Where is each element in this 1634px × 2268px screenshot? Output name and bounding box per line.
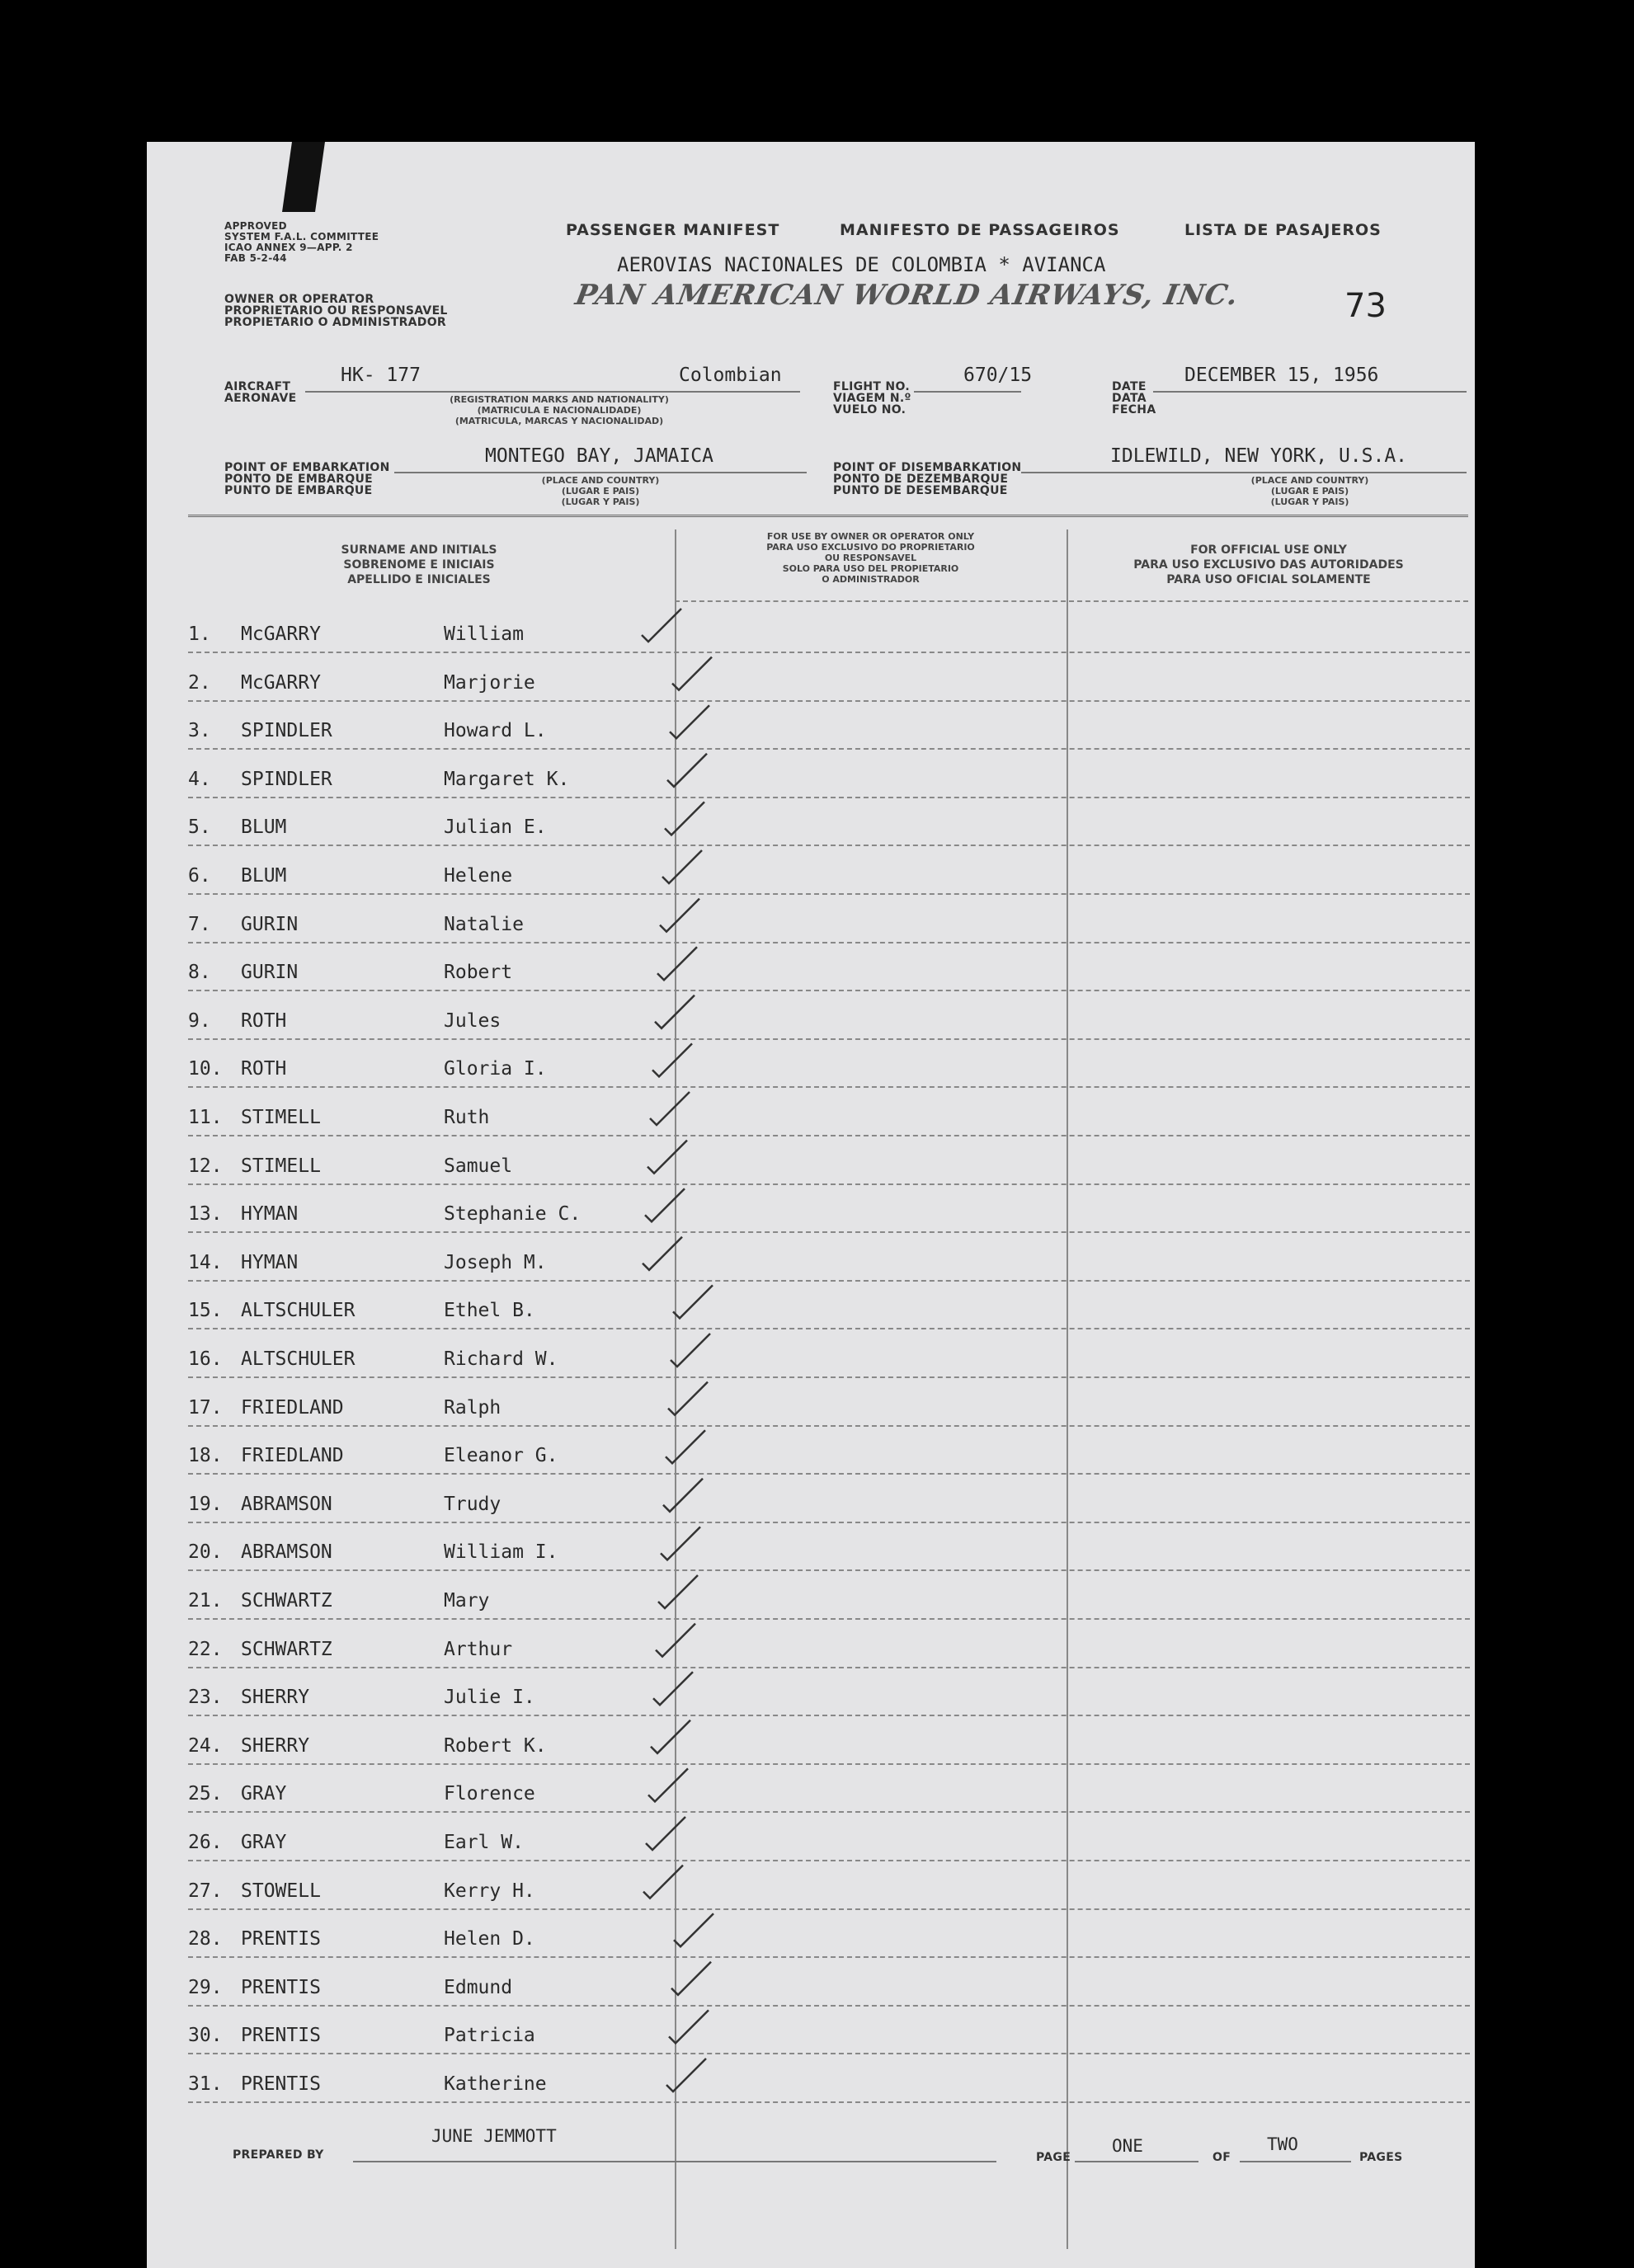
passenger-given-name: Patricia <box>444 2025 535 2047</box>
row-number: 26. <box>188 1832 223 1853</box>
passenger-given-name: Ruth <box>444 1107 490 1128</box>
row-number: 5. <box>188 816 211 839</box>
page-label: PAGE <box>1036 2151 1071 2164</box>
checkmark-icon <box>648 1768 688 1801</box>
passenger-given-name: Edmund <box>444 1976 513 1998</box>
passenger-given-name: Stephanie C. <box>444 1203 582 1226</box>
row-number: 24. <box>188 1734 223 1757</box>
checkmark-icon <box>671 1962 711 1995</box>
checkmark-icon <box>672 657 712 690</box>
row-number: 21. <box>188 1590 223 1612</box>
page-number: 73 <box>1344 287 1387 325</box>
row-number: 31. <box>188 2073 223 2095</box>
passenger-surname: FRIEDLAND <box>241 1396 344 1419</box>
prepared-by-label: PREPARED BY <box>233 2148 324 2162</box>
row-number: 20. <box>188 1541 223 1564</box>
manifest-page <box>147 142 1475 2268</box>
row-number: 13. <box>188 1203 223 1226</box>
checkmark-icon <box>643 1237 682 1270</box>
row-number: 28. <box>188 1928 223 1950</box>
flight-date: DECEMBER 15, 1956 <box>1184 365 1379 386</box>
embark-place-subtitle: (PLACE AND COUNTRY) (LUGAR E PAIS) (LUGAR Y PAIS) <box>541 475 660 507</box>
passenger-given-name: Marjorie <box>444 671 535 694</box>
row-number: 19. <box>188 1493 223 1515</box>
passenger-surname: GURIN <box>241 913 299 935</box>
passenger-given-name: Ethel B. <box>444 1300 535 1322</box>
row-number: 1. <box>188 623 211 645</box>
title-en: PASSENGER MANIFEST <box>566 221 780 239</box>
passenger-surname: HYMAN <box>241 1251 299 1273</box>
date-labels: DATE DATA FECHA <box>1112 380 1156 416</box>
row-number: 22. <box>188 1638 223 1660</box>
checkmark-icon <box>655 995 695 1028</box>
passenger-given-name: Kerry H. <box>444 1880 535 1902</box>
row-number: 7. <box>188 913 211 935</box>
row-number: 10. <box>188 1058 223 1080</box>
passenger-surname: ALTSCHULER <box>241 1300 356 1322</box>
passenger-given-name: Natalie <box>444 913 524 935</box>
row-number: 14. <box>188 1251 223 1273</box>
passenger-given-name: Katherine <box>444 2073 547 2095</box>
passenger-surname: ALTSCHULER <box>241 1348 356 1370</box>
passenger-surname: PRENTIS <box>241 1928 321 1950</box>
passenger-surname: HYMAN <box>241 1203 299 1226</box>
passenger-given-name: Arthur <box>444 1638 513 1660</box>
checkmark-icon <box>671 1334 710 1367</box>
row-number: 8. <box>188 962 211 984</box>
checkmark-icon <box>652 1043 692 1076</box>
checkmark-icon <box>673 1285 713 1318</box>
aircraft-registration: HK- 177 <box>341 365 421 386</box>
checkmark-icon <box>650 1092 690 1125</box>
row-number: 15. <box>188 1300 223 1322</box>
passenger-surname: PRENTIS <box>241 2073 321 2095</box>
row-number: 9. <box>188 1009 211 1032</box>
passenger-surname: McGARRY <box>241 623 321 645</box>
passenger-surname: SHERRY <box>241 1687 310 1709</box>
checkmark-icon <box>670 705 709 738</box>
passenger-surname: McGARRY <box>241 671 321 694</box>
disembark-labels: POINT OF DISEMBARKATION PONTO DE DEZEMBARQUE PUNTO DE DESEMBARQUE <box>833 461 1022 497</box>
row-number: 25. <box>188 1783 223 1805</box>
passenger-surname: GURIN <box>241 962 299 984</box>
total-pages: TWO <box>1267 2134 1298 2154</box>
checkmark-icon <box>647 1141 687 1174</box>
checkmark-icon <box>667 754 707 787</box>
passenger-surname: BLUM <box>241 816 287 839</box>
passenger-given-name: Eleanor G. <box>444 1445 558 1467</box>
title-es: LISTA DE PASAJEROS <box>1184 221 1382 239</box>
row-number: 23. <box>188 1687 223 1709</box>
row-number: 3. <box>188 720 211 742</box>
checkmark-icon <box>646 1817 685 1850</box>
row-number: 6. <box>188 865 211 887</box>
flight-number: 670/15 <box>963 365 1033 386</box>
passenger-given-name: Howard L. <box>444 720 547 742</box>
row-number: 4. <box>188 768 211 790</box>
row-number: 27. <box>188 1880 223 1902</box>
passenger-surname: PRENTIS <box>241 2025 321 2047</box>
owner-label-block: OWNER OR OPERATOR PROPRIETARIO OU RESPONSAVEL PROPIETARIO O ADMINISTRADOR <box>224 293 448 329</box>
page-value: ONE <box>1112 2136 1143 2156</box>
passenger-given-name: Ralph <box>444 1396 502 1419</box>
passenger-given-name: Gloria I. <box>444 1058 547 1080</box>
row-number: 17. <box>188 1396 223 1419</box>
checkmarks <box>147 142 1475 2268</box>
disembark-place: IDLEWILD, NEW YORK, U.S.A. <box>1110 445 1408 467</box>
passenger-given-name: William I. <box>444 1541 558 1564</box>
passenger-given-name: Samuel <box>444 1155 513 1177</box>
passenger-given-name: Earl W. <box>444 1832 524 1853</box>
row-number: 29. <box>188 1976 223 1998</box>
aircraft-labels: AIRCRAFT AERONAVE <box>224 380 297 405</box>
col-header-names: SURNAME AND INITIALS SOBRENOME E INICIAIS APELLIDO E INICIALES <box>341 543 497 586</box>
checkmark-icon <box>660 899 699 932</box>
checkmark-icon <box>656 1624 695 1657</box>
passenger-surname: SCHWARTZ <box>241 1638 332 1660</box>
embark-place: MONTEGO BAY, JAMAICA <box>485 445 713 467</box>
passenger-surname: BLUM <box>241 865 287 887</box>
checkmark-icon <box>666 1430 705 1463</box>
passenger-given-name: Jules <box>444 1009 502 1032</box>
row-number: 30. <box>188 2025 223 2047</box>
registration-subtitle: (REGISTRATION MARKS AND NATIONALITY) (MATRICULA E NACIONALIDADE) (MATRICULA, MARCAS Y NACIONALIDAD) <box>450 394 669 426</box>
checkmark-icon <box>668 1382 708 1415</box>
checkmark-icon <box>663 1479 703 1512</box>
operator-typed: AEROVIAS NACIONALES DE COLOMBIA * AVIANCA <box>617 253 1106 276</box>
operator-stamp: PAN AMERICAN WORLD AIRWAYS, INC. <box>572 279 1241 312</box>
passenger-surname: ROTH <box>241 1058 287 1080</box>
passenger-given-name: Joseph M. <box>444 1251 547 1273</box>
passenger-surname: STIMELL <box>241 1155 321 1177</box>
passenger-surname: STIMELL <box>241 1107 321 1128</box>
row-number: 16. <box>188 1348 223 1370</box>
checkmark-icon <box>662 850 702 883</box>
passenger-given-name: Robert <box>444 962 513 984</box>
col-header-owner: FOR USE BY OWNER OR OPERATOR ONLY PARA USO EXCLUSIVO DO PROPRIETARIO OU RESPONSAVEL SOLO PARA USO DEL PROPIETARIO O ADMINISTRADOR <box>766 531 975 585</box>
passenger-surname: GRAY <box>241 1832 287 1853</box>
checkmark-icon <box>645 1188 685 1221</box>
col-header-official: FOR OFFICIAL USE ONLY PARA USO EXCLUSIVO DAS AUTORIDADES PARA USO OFICIAL SOLAMENTE <box>1133 543 1404 586</box>
passenger-given-name: Helen D. <box>444 1928 535 1950</box>
checkmark-icon <box>661 1527 700 1560</box>
title-pt: MANIFESTO DE PASSAGEIROS <box>840 221 1120 239</box>
passenger-surname: STOWELL <box>241 1880 321 1902</box>
passenger-surname: PRENTIS <box>241 1976 321 1998</box>
checkmark-icon <box>665 802 704 835</box>
passenger-given-name: Mary <box>444 1590 490 1612</box>
passenger-surname: GRAY <box>241 1783 287 1805</box>
disembark-place-subtitle: (PLACE AND COUNTRY) (LUGAR E PAIS) (LUGAR Y PAIS) <box>1250 475 1369 507</box>
passenger-given-name: Helene <box>444 865 513 887</box>
checkmark-icon <box>658 1575 698 1608</box>
passenger-given-name: Julie I. <box>444 1687 535 1709</box>
passenger-given-name: Trudy <box>444 1493 502 1515</box>
of-label: OF <box>1213 2151 1231 2164</box>
passenger-surname: SHERRY <box>241 1734 310 1757</box>
passenger-surname: SCHWARTZ <box>241 1590 332 1612</box>
pages-label: PAGES <box>1359 2151 1403 2164</box>
passenger-given-name: Margaret K. <box>444 768 570 790</box>
checkmark-icon <box>642 609 681 642</box>
passenger-surname: SPINDLER <box>241 720 332 742</box>
passenger-surname: FRIEDLAND <box>241 1445 344 1467</box>
passenger-given-name: Julian E. <box>444 816 547 839</box>
passenger-surname: ABRAMSON <box>241 1541 332 1564</box>
row-number: 11. <box>188 1107 223 1128</box>
checkmark-icon <box>666 2059 706 2092</box>
aircraft-nationality: Colombian <box>679 365 782 386</box>
approved-block: APPROVED SYSTEM F.A.L. COMMITTEE ICAO ANNEX 9—APP. 2 FAB 5-2-44 <box>224 220 379 264</box>
passenger-given-name: Richard W. <box>444 1348 558 1370</box>
checkmark-icon <box>643 1866 683 1899</box>
passenger-given-name: Florence <box>444 1783 535 1805</box>
row-number: 12. <box>188 1155 223 1177</box>
passenger-surname: ABRAMSON <box>241 1493 332 1515</box>
embark-labels: POINT OF EMBARKATION PONTO DE EMBARQUE PUNTO DE EMBARQUE <box>224 461 390 497</box>
passenger-surname: SPINDLER <box>241 768 332 790</box>
row-number: 18. <box>188 1445 223 1467</box>
passenger-surname: ROTH <box>241 1009 287 1032</box>
passenger-given-name: Robert K. <box>444 1734 547 1757</box>
prepared-by-name: JUNE JEMMOTT <box>431 2126 557 2146</box>
checkmark-icon <box>674 1913 713 1946</box>
row-number: 2. <box>188 671 211 694</box>
checkmark-icon <box>653 1672 693 1705</box>
checkmark-icon <box>657 947 697 980</box>
passenger-given-name: William <box>444 623 524 645</box>
checkmark-icon <box>651 1720 690 1753</box>
flight-labels: FLIGHT NO. VIAGEM N.º VUELO NO. <box>833 380 911 416</box>
checkmark-icon <box>669 2010 709 2043</box>
